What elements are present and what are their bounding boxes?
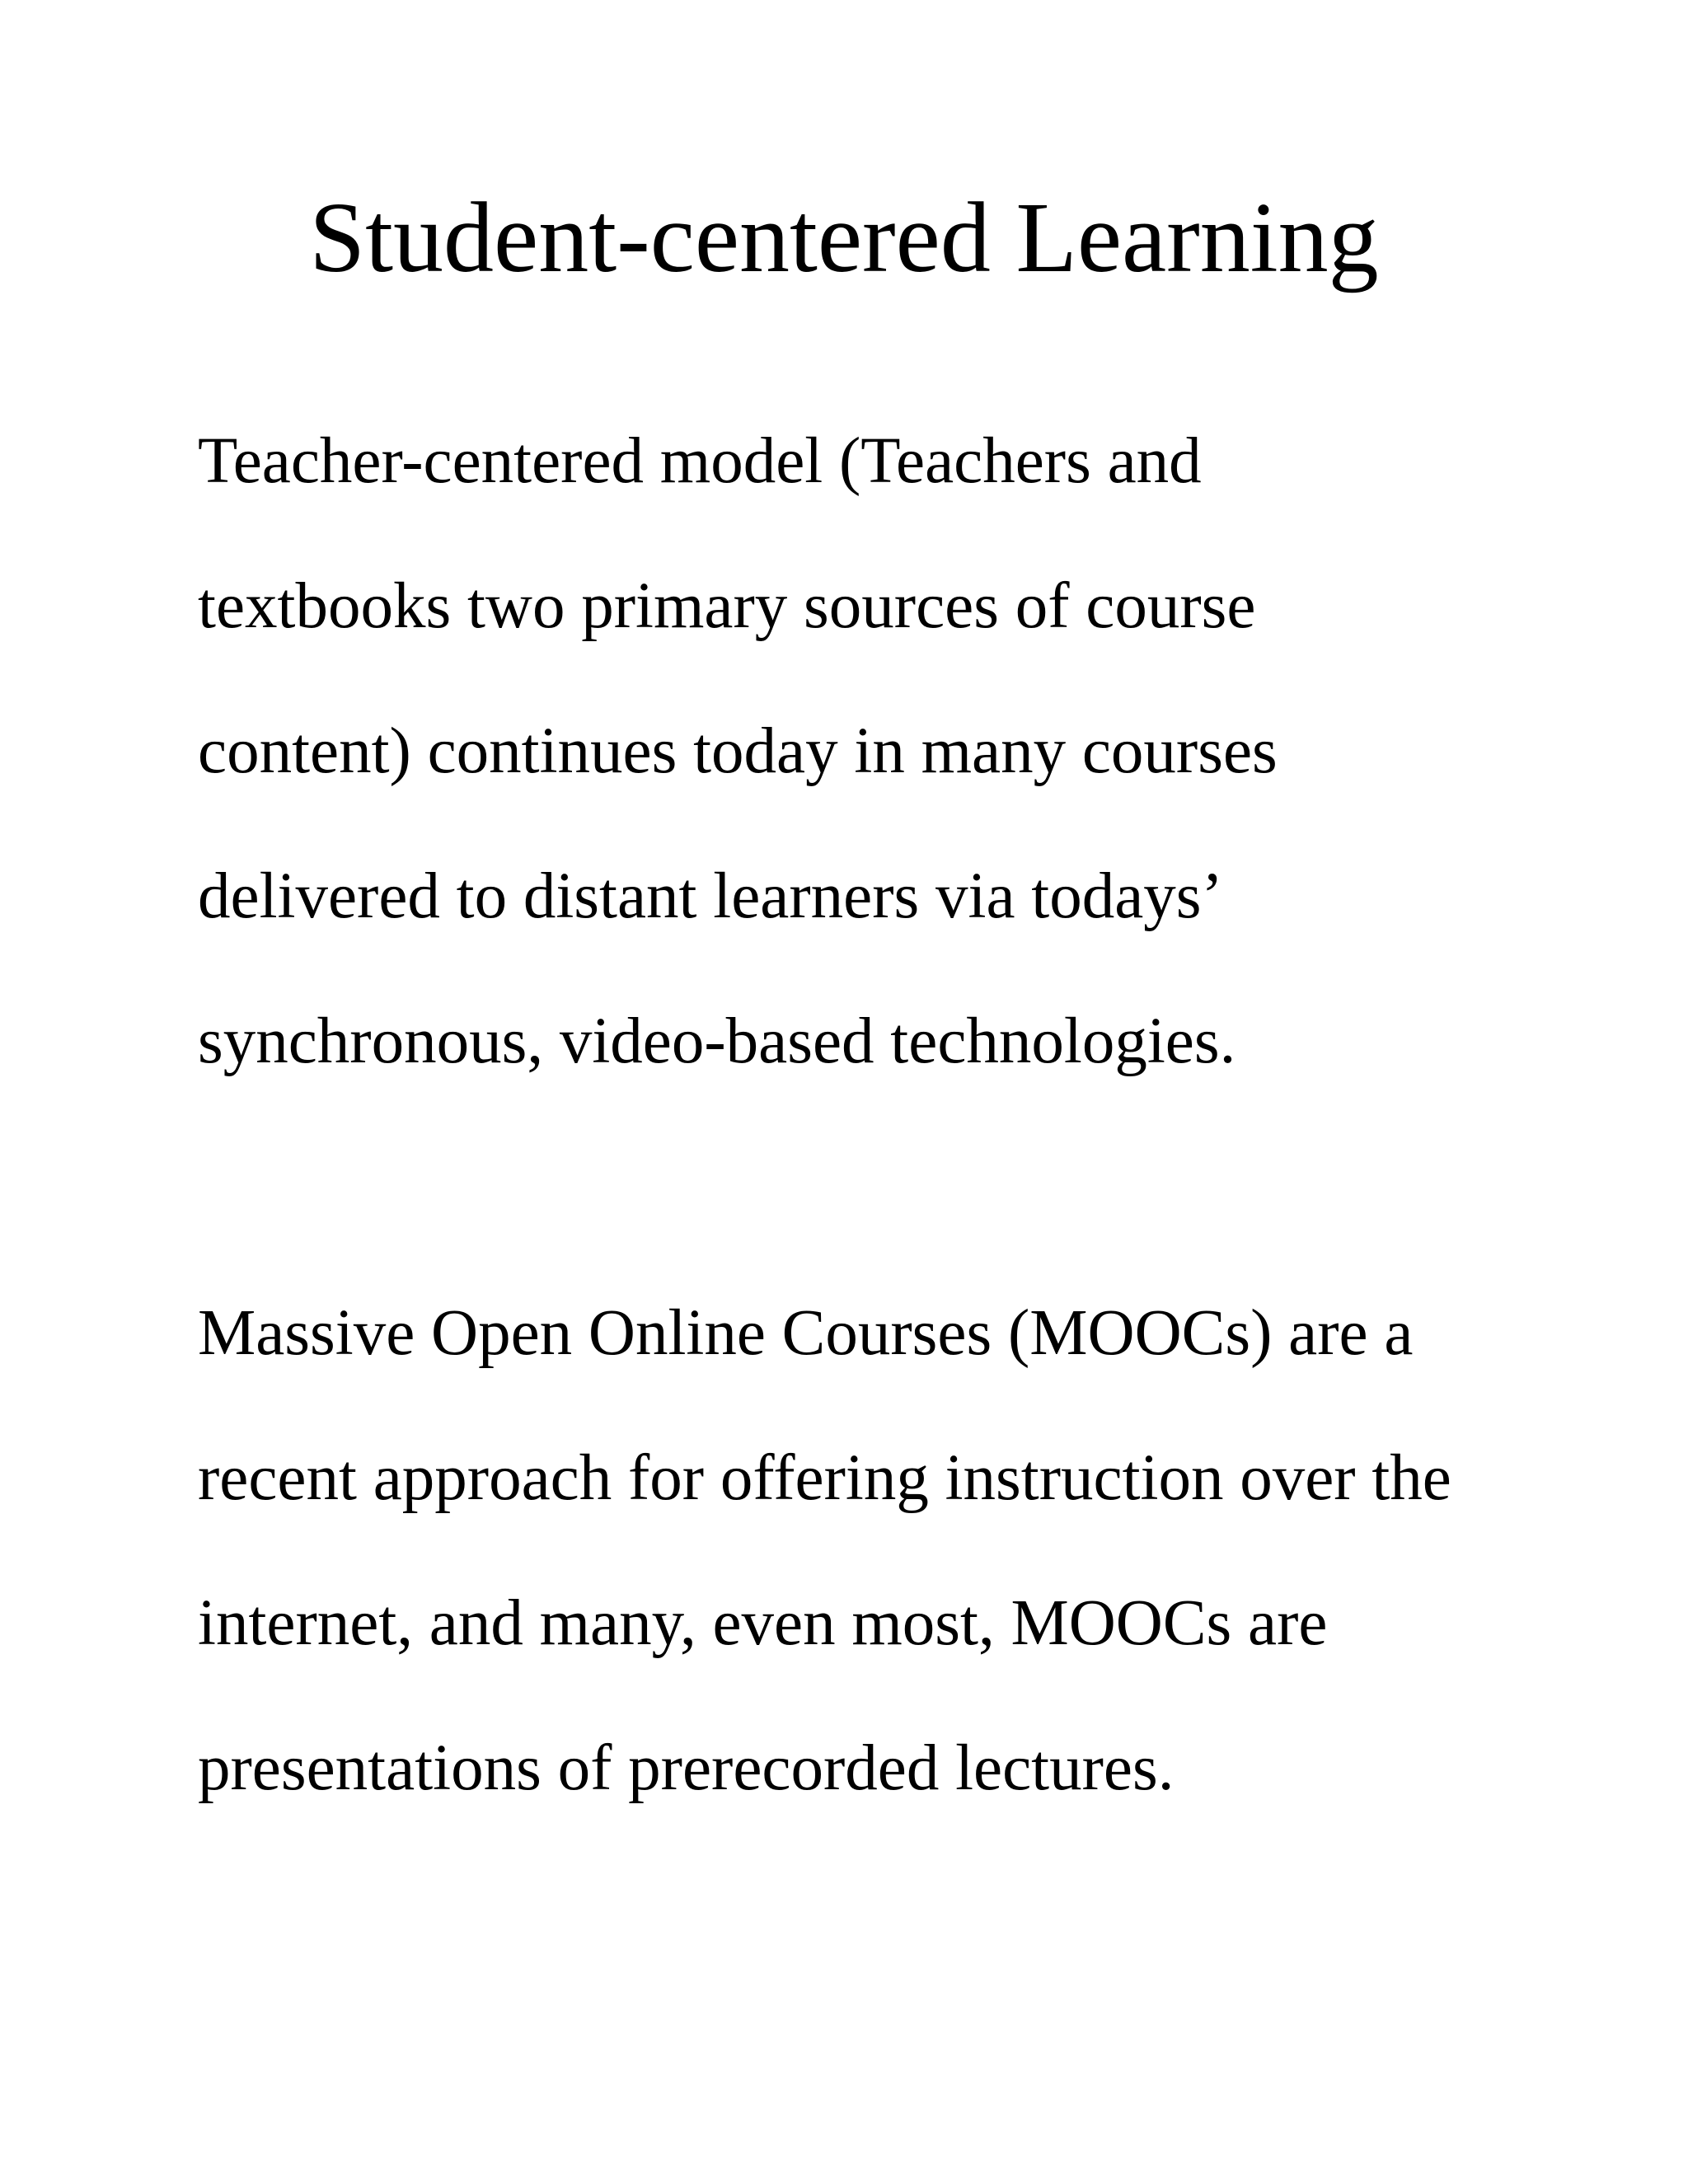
paragraph-line: textbooks two primary sources of course [198,570,1256,642]
paragraph-line: delivered to distant learners via todays’ [198,860,1223,932]
paragraph-line: recent approach for offering instruction over the [198,1442,1451,1514]
page-title: Student-centered Learning [309,182,1379,293]
paragraph-line: internet, and many, even most, MOOCs are [198,1587,1328,1659]
paragraph-line: content) continues today in many courses [198,715,1278,787]
paragraph-line: Teacher-centered model (Teachers and [198,425,1202,497]
paragraph-line: presentations of prerecorded lectures. [198,1732,1175,1804]
paragraph-line: synchronous, video-based technologies. [198,1005,1236,1077]
paragraph-line: Massive Open Online Courses (MOOCs) are a [198,1297,1414,1369]
